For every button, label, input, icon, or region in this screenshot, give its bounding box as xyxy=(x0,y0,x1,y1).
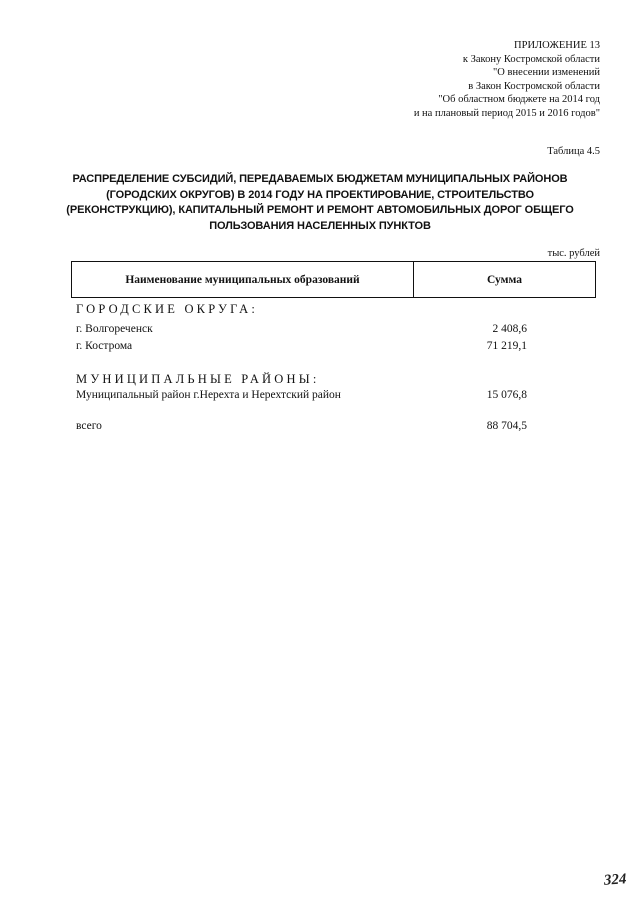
table-row xyxy=(76,389,586,405)
total-sum: 88 704,5 xyxy=(486,420,527,432)
unit-label: тыс. рублей xyxy=(547,248,600,259)
row-sum: 71 219,1 xyxy=(486,340,527,352)
column-header-name: Наименование муниципальных образований xyxy=(72,262,414,297)
row-name: Муниципальный район г.Нерехта и Нерехтский район xyxy=(76,389,341,401)
title-line: ПОЛЬЗОВАНИЯ НАСЕЛЕННЫХ ПУНКТОВ xyxy=(209,219,431,232)
table-row xyxy=(76,323,586,339)
row-name: г. Кострома xyxy=(76,340,133,352)
table-header xyxy=(71,261,596,298)
row-sum: 15 076,8 xyxy=(486,389,527,401)
appendix-line: и на плановый период 2015 и 2016 годов" xyxy=(413,107,600,119)
appendix-header xyxy=(240,39,600,121)
appendix-line: "Об областном бюджете на 2014 год xyxy=(438,94,600,106)
row-sum: 2 408,6 xyxy=(492,323,527,335)
total-row xyxy=(76,420,586,436)
table-number: Таблица 4.5 xyxy=(547,146,600,157)
appendix-line: к Закону Костромской области xyxy=(462,53,600,65)
total-label: всего xyxy=(76,420,102,432)
document-title xyxy=(60,172,580,234)
title-line: (ГОРОДСКИХ ОКРУГОВ) В 2014 ГОДУ НА ПРОЕКТИРОВАНИЕ, СТРОИТЕЛЬСТВО xyxy=(106,188,534,201)
table-row xyxy=(76,340,586,356)
title-line: РАСПРЕДЕЛЕНИЕ СУБСИДИЙ, ПЕРЕДАВАЕМЫХ БЮДЖЕТАМ МУНИЦИПАЛЬНЫХ РАЙОНОВ xyxy=(72,173,568,185)
appendix-line: "О внесении изменений xyxy=(493,67,600,79)
column-header-sum: Сумма xyxy=(487,273,522,286)
row-name: г. Волгореченск xyxy=(76,323,153,335)
page-number: 324 xyxy=(602,871,627,889)
section-label-municipal-districts: МУНИЦИПАЛЬНЫЕ РАЙОНЫ: xyxy=(76,372,320,386)
title-line: (РЕКОНСТРУКЦИЮ), КАПИТАЛЬНЫЙ РЕМОНТ И РЕМОНТ АВТОМОБИЛЬНЫХ ДОРОГ ОБЩЕГО xyxy=(66,204,574,216)
appendix-line: в Закон Костромской области xyxy=(468,80,600,92)
section-label-city-districts: ГОРОДСКИЕ ОКРУГА: xyxy=(76,302,259,316)
appendix-line: ПРИЛОЖЕНИЕ 13 xyxy=(514,40,600,51)
